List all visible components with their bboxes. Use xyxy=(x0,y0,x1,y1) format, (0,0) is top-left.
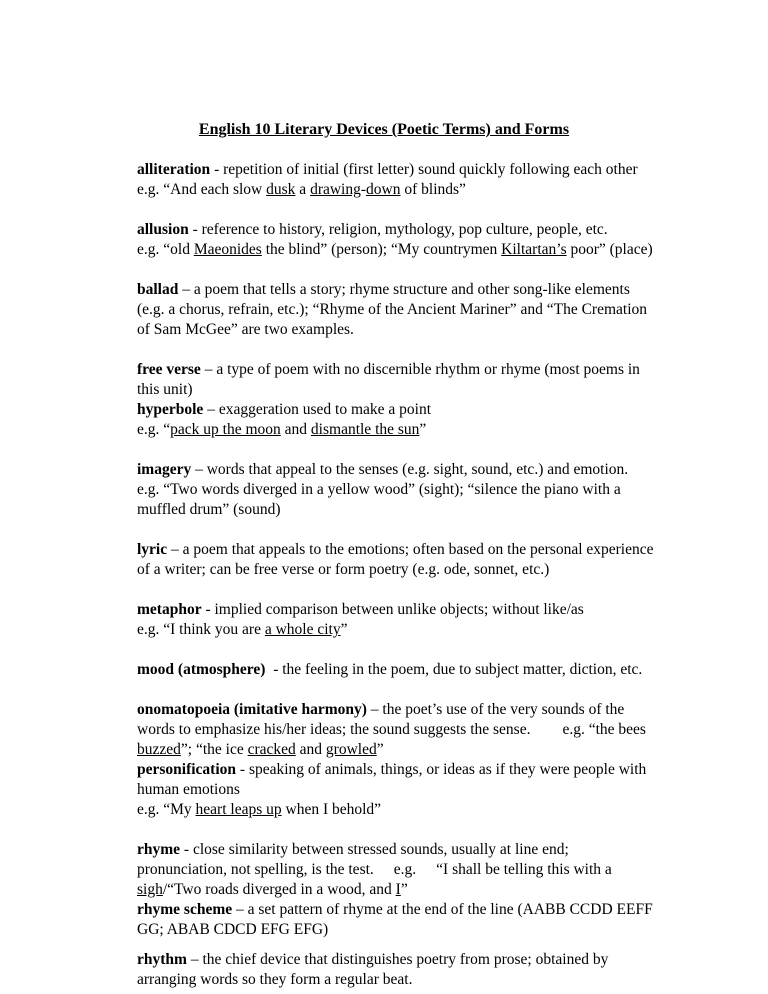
example xyxy=(137,620,657,640)
definition-line xyxy=(137,220,657,240)
definition-line xyxy=(137,600,657,620)
definition: close similarity between stressed sounds, usually at line end; pronunciation, not spelling, is the test. xyxy=(137,841,569,878)
separator: – xyxy=(186,951,203,968)
example-text: e.g. “I think you are xyxy=(137,621,265,638)
example-text: ” xyxy=(419,421,427,438)
example-text: of blinds” xyxy=(400,181,466,198)
term: hyperbole xyxy=(137,401,204,418)
entry-rhyme-scheme xyxy=(137,900,657,940)
example xyxy=(137,420,657,440)
example-text: ” xyxy=(340,621,348,638)
example-text: e.g. “ xyxy=(137,421,171,438)
term: imagery xyxy=(137,461,192,478)
entry-free-verse xyxy=(137,360,657,400)
definition-line xyxy=(137,160,657,180)
example xyxy=(137,180,657,200)
example-underlined: down xyxy=(366,181,401,198)
definition: a poem that appeals to the emotions; often based on the personal experience of a writer; can be free verse or form poetry (e.g. ode, sonnet, etc.) xyxy=(137,541,654,578)
example-text: the blind” (person); “My countrymen xyxy=(261,241,502,258)
separator: – xyxy=(366,701,383,718)
entry-onomatopoeia xyxy=(137,700,657,760)
definition: implied comparison between unlike objects; without like/as xyxy=(214,601,584,618)
separator: - xyxy=(265,661,283,678)
entry-ballad xyxy=(137,280,657,340)
example-underlined: growled xyxy=(325,741,377,758)
example-underlined: Maeonides xyxy=(193,241,262,258)
separator: - xyxy=(236,761,249,778)
definition: the feeling in the poem, due to subject matter, diction, etc. xyxy=(282,661,643,678)
example-text: ”; “the ice xyxy=(180,741,248,758)
separator: – xyxy=(232,901,248,918)
separator: – xyxy=(203,401,219,418)
example-lead: e.g. xyxy=(393,861,417,878)
definition: speaking of animals, things, or ideas as if they were people with human emotions xyxy=(137,761,647,798)
entry-hyperbole xyxy=(137,400,657,440)
separator: – xyxy=(178,281,194,298)
definition-line xyxy=(137,460,657,480)
example-text: poor” (place) xyxy=(566,241,653,258)
example-underlined: Kiltartan’s xyxy=(501,241,567,258)
example: e.g. “Two words diverged in a yellow wood” (sight); “silence the piano with a muffled drum” (sound) xyxy=(137,481,621,518)
definition: repetition of initial (first letter) sound quickly following each other xyxy=(223,161,638,178)
definition: a set pattern of rhyme at the end of the line (AABB CCDD EEFF GG; ABAB CDCD EFG EFG) xyxy=(137,901,653,938)
example xyxy=(137,240,657,260)
term: personification xyxy=(137,761,237,778)
example-text: ” xyxy=(400,881,408,898)
separator: – xyxy=(191,461,207,478)
example-underlined: heart leaps up xyxy=(195,801,282,818)
entry-alliteration xyxy=(137,160,657,200)
definition: reference to history, religion, mythology, pop culture, people, etc. xyxy=(201,221,608,238)
example-text: when I behold” xyxy=(281,801,382,818)
definition: the poet’s use of the very sounds of the words to emphasize his/her ideas; the sound suggests the sense. xyxy=(137,701,625,738)
term: free verse xyxy=(137,361,201,378)
example-text: and xyxy=(280,421,311,438)
entry-personification xyxy=(137,760,657,820)
definition-line xyxy=(137,760,657,800)
example-underlined: sigh xyxy=(137,881,163,898)
example-underlined: pack up the moon xyxy=(170,421,281,438)
term: metaphor xyxy=(137,601,202,618)
separator: – xyxy=(200,361,217,378)
example-text: and xyxy=(295,741,326,758)
example-text: ” xyxy=(376,741,384,758)
example xyxy=(137,800,657,820)
entry-mood xyxy=(137,660,657,680)
entry-allusion xyxy=(137,220,657,260)
term: lyric xyxy=(137,541,168,558)
definition: the chief device that distinguishes poetry from prose; obtained by arranging words so they form a regular beat. xyxy=(137,951,609,988)
example-text: /“Two roads diverged in a wood, and xyxy=(162,881,396,898)
example-underlined: cracked xyxy=(247,741,296,758)
example-underlined: buzzed xyxy=(137,741,181,758)
example-underlined: a whole city xyxy=(264,621,341,638)
term: rhyme scheme xyxy=(137,901,233,918)
definition: a type of poem with no discernible rhythm or rhyme (most poems in this unit) xyxy=(137,361,640,398)
page-title: English 10 Literary Devices (Poetic Terms) and Forms xyxy=(198,121,570,138)
term: alliteration xyxy=(137,161,211,178)
example-underlined: I xyxy=(395,881,401,898)
definition: a poem that tells a story; rhyme structure and other song-like elements (e.g. a chorus, refrain, etc.); “Rhyme of the Ancient Mariner” and “The Cremation of Sam McGee” are two examples. xyxy=(137,281,648,338)
term: rhythm xyxy=(137,951,187,968)
example-text: e.g. “My xyxy=(137,801,196,818)
example-text: e.g. “old xyxy=(137,241,194,258)
separator: - xyxy=(201,601,215,618)
example-underlined: dismantle the sun xyxy=(310,421,420,438)
example-underlined: drawing xyxy=(310,181,361,198)
separator: - xyxy=(188,221,202,238)
example-text: e.g. “the bees xyxy=(562,721,646,738)
definition: words that appeal to the senses (e.g. sight, sound, etc.) and emotion. xyxy=(206,461,629,478)
example-text: e.g. “And each slow xyxy=(137,181,267,198)
term: onomatopoeia (imitative harmony) xyxy=(137,701,367,718)
entry-rhythm xyxy=(137,950,657,990)
example-text: “I shall be telling this with a xyxy=(436,861,612,878)
example-text: a xyxy=(295,181,311,198)
separator: - xyxy=(210,161,224,178)
example-text: - xyxy=(360,181,367,198)
term: mood (atmosphere) xyxy=(137,661,266,678)
entry-imagery xyxy=(137,460,657,520)
term: ballad xyxy=(137,281,179,298)
term: allusion xyxy=(137,221,189,238)
entry-rhyme xyxy=(137,840,657,900)
definition-line xyxy=(137,400,657,420)
definition: exaggeration used to make a point xyxy=(218,401,432,418)
term: rhyme xyxy=(137,841,181,858)
separator: - xyxy=(180,841,193,858)
separator: – xyxy=(167,541,183,558)
entry-lyric xyxy=(137,540,657,580)
entry-metaphor xyxy=(137,600,657,640)
example-underlined: dusk xyxy=(266,181,296,198)
